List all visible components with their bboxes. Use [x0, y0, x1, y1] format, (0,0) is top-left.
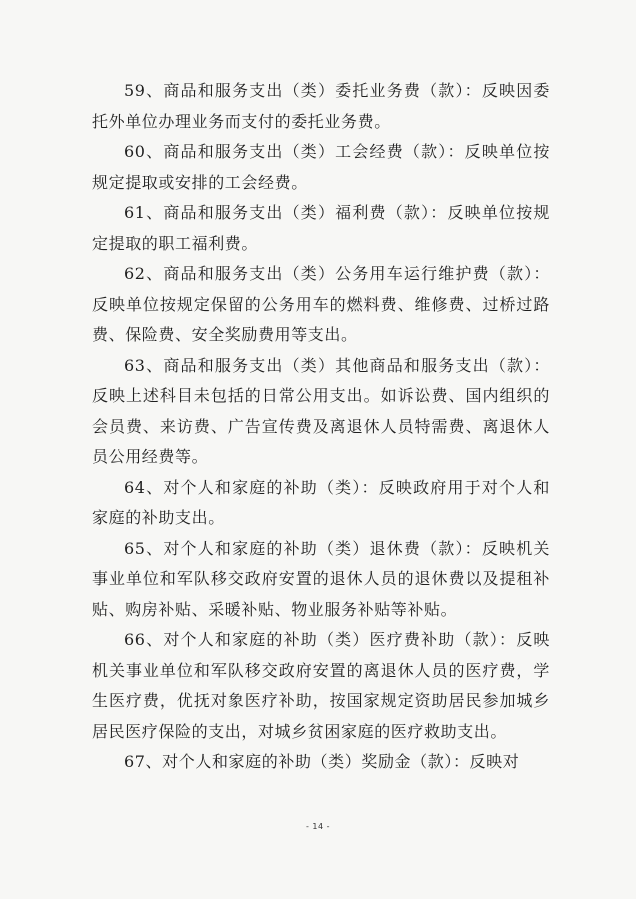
paragraph-67: 67、对个人和家庭的补助（类）奖励金（款）：反映对	[124, 752, 520, 771]
paragraph-59: 59、商品和服务支出（类）委托业务费（款）：反映因委托外单位办理业务而支付的委托业务费。	[92, 81, 550, 131]
paragraph-65: 65、对个人和家庭的补助（类）退休费（款）：反映机关事业单位和军队移交政府安置的退休人员的退休费以及提租补贴、购房补贴、采暖补贴、物业服务补贴等补贴。	[92, 538, 550, 619]
paragraph-64: 64、对个人和家庭的补助（类）：反映政府用于对个人和家庭的补助支出。	[92, 477, 550, 527]
paragraph-63: 63、商品和服务支出（类）其他商品和服务支出（款）：反映上述科目未包括的日常公用支出。如诉讼费、国内组织的会员费、来访费、广告宣传费及离退休人员特需费、离退休人员公用经费等。	[92, 355, 550, 466]
paragraph-62: 62、商品和服务支出（类）公务用车运行维护费（款）：反映单位按规定保留的公务用车的燃料费、维修费、过桥过路费、保险费、安全奖励费用等支出。	[92, 264, 550, 344]
document-body	[92, 76, 550, 778]
paragraph-61: 61、商品和服务支出（类）福利费（款）：反映单位按规定提取的职工福利费。	[92, 203, 550, 253]
paragraph-60: 60、商品和服务支出（类）工会经费（款）：反映单位按规定提取或安排的工会经费。	[92, 142, 550, 192]
page-number: - 14 -	[305, 822, 331, 831]
paragraph-66: 66、对个人和家庭的补助（类）医疗费补助（款）：反映机关事业单位和军队移交政府安置的离退休人员的医疗费，学生医疗费，优抚对象医疗补助，按国家规定资助居民参加城乡居民医疗保险的支出，对城乡贫困家庭的医疗救助支出。	[92, 630, 550, 741]
